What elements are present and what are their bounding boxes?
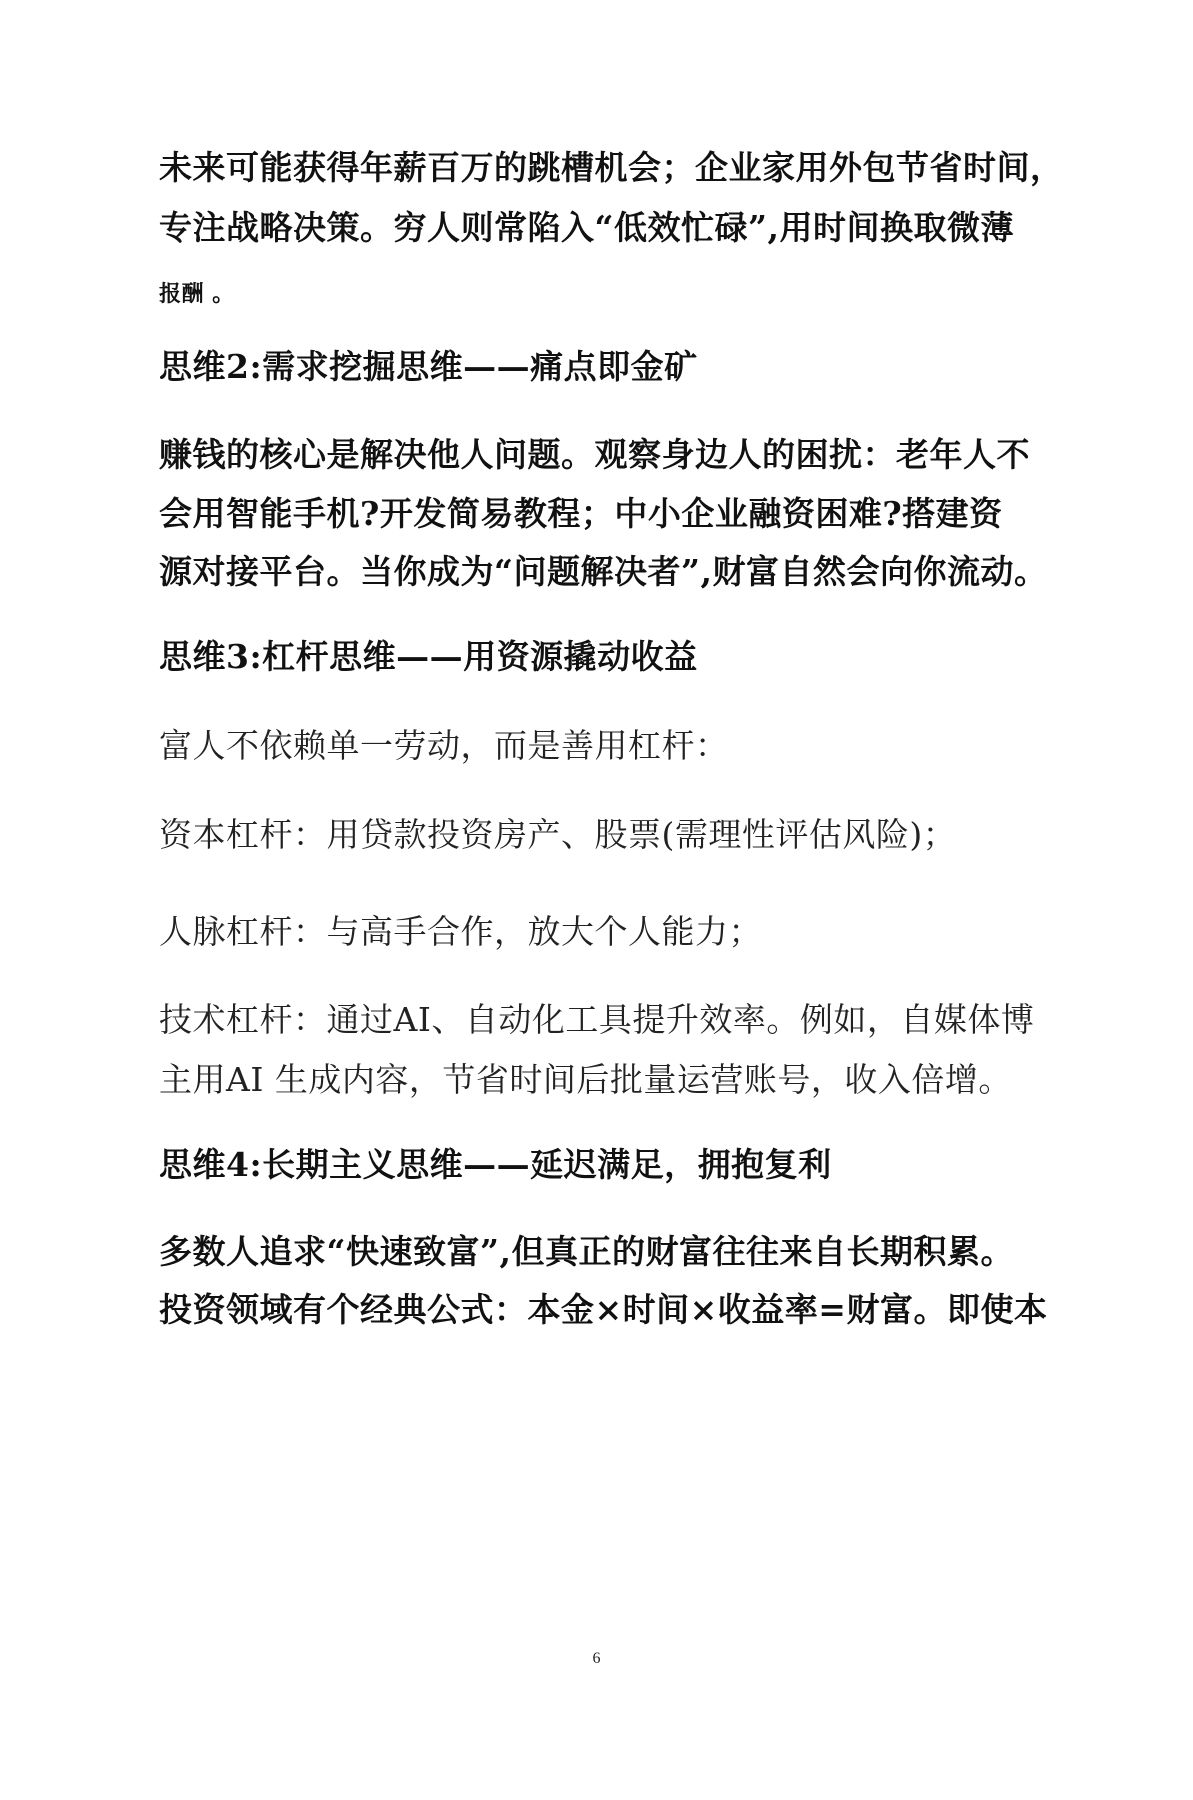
paragraph-line: 多数人追求“快速致富”,但真正的财富往往来自长期积累。 bbox=[159, 1232, 1014, 1271]
paragraph-line: 报酬 。 bbox=[159, 281, 235, 307]
section-heading: 思维2:需求挖掘思维——痛点即金矿 bbox=[159, 347, 698, 386]
list-item: 技术杠杆：通过AI、自动化工具提升效率。例如，自媒体博 bbox=[159, 1000, 1035, 1039]
list-item: 人脉杠杆：与高手合作，放大个人能力； bbox=[159, 912, 762, 951]
paragraph-line: 富人不依赖单一劳动，而是善用杠杆： bbox=[159, 726, 729, 765]
list-item: 主用AI 生成内容，节省时间后批量运营账号，收入倍增。 bbox=[159, 1060, 1012, 1099]
paragraph-line: 未来可能获得年薪百万的跳槽机会；企业家用外包节省时间， bbox=[159, 148, 1064, 187]
paragraph-line: 会用智能手机?开发简易教程；中小企业融资困难?搭建资 bbox=[159, 494, 1003, 533]
section-heading: 思维4:长期主义思维——延迟满足，拥抱复利 bbox=[159, 1145, 832, 1184]
section-heading: 思维3:杠杆思维——用资源撬动收益 bbox=[159, 637, 698, 676]
page-number: 6 bbox=[592, 1650, 601, 1667]
paragraph-line: 源对接平台。当你成为“问题解决者”,财富自然会向你流动。 bbox=[159, 552, 1048, 591]
list-item: 资本杠杆：用贷款投资房产、股票(需理性评估风险)； bbox=[159, 815, 957, 854]
paragraph-line: 专注战略决策。穷人则常陷入“低效忙碌”,用时间换取微薄 bbox=[159, 208, 1014, 247]
paragraph-line: 赚钱的核心是解决他人问题。观察身边人的困扰：老年人不 bbox=[159, 435, 1030, 474]
paragraph-line: 投资领域有个经典公式：本金×时间×收益率=财富。即使本 bbox=[159, 1290, 1048, 1329]
